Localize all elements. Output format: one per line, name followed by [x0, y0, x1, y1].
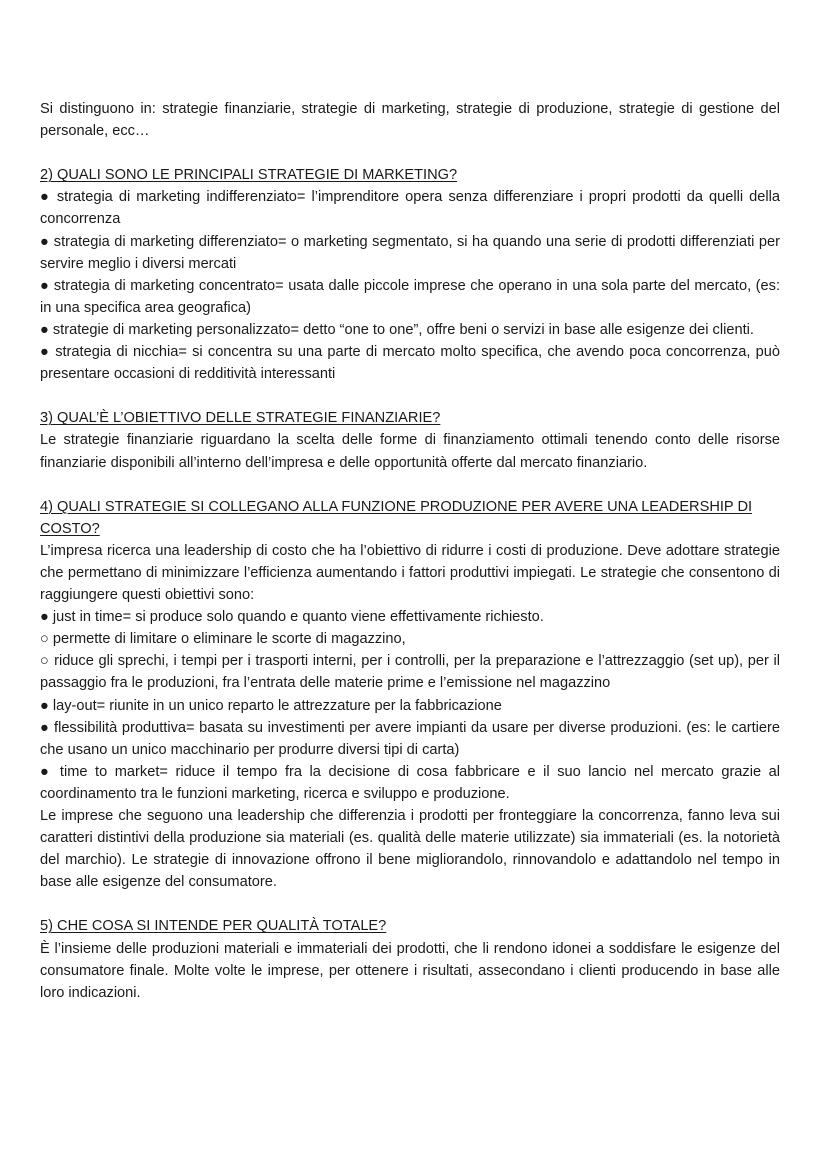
- list-item: ● flessibilità produttiva= basata su investimenti per avere impianti da usare per diverse produzioni. (es: le cartiere che usano un unico macchinario per produrre diversi tipi di carta): [40, 717, 780, 761]
- list-item: ● strategie di marketing personalizzato= detto “one to one”, offre beni o servizi in base alle esigenze dei clienti.: [40, 319, 780, 341]
- section-total-quality: [40, 915, 780, 1003]
- section-5-heading: 5) CHE COSA SI INTENDE PER QUALITÀ TOTALE?: [40, 918, 387, 935]
- section-financial-strategies: [40, 407, 780, 473]
- section-2-heading: 2) QUALI SONO LE PRINCIPALI STRATEGIE DI MARKETING?: [40, 167, 458, 184]
- section-4-closing: Le imprese che seguono una leadership che differenzia i prodotti per fronteggiare la concorrenza, fanno leva sui caratteri distintivi della produzione sia materiali (es. qualità delle materie utilizzate) sia immateriali (es. la notorietà del marchio). Le strategie di innovazione offrono il bene migliorandolo, rinnovandolo e adattandolo nel tempo in base alle esigenze del consumatore.: [40, 808, 780, 891]
- spacer: [40, 142, 780, 164]
- list-item: ○ permette di limitare o eliminare le scorte di magazzino,: [40, 628, 780, 650]
- section-marketing-strategies: [40, 164, 780, 385]
- document-page: [40, 98, 780, 1004]
- section-cost-leadership: [40, 496, 780, 894]
- list-item: ● strategia di marketing indifferenziato= l’imprenditore opera senza differenziare i propri prodotti da quelli della concorrenza: [40, 186, 780, 230]
- list-item: ● strategia di marketing concentrato= usata dalle piccole imprese che operano in una sola parte del mercato, (es: in una specifica area geografica): [40, 275, 780, 319]
- section-5-body: È l’insieme delle produzioni materiali e immateriali dei prodotti, che li rendono idonei a soddisfare le esigenze del consumatore finale. Molte volte le imprese, per ottenere i risultati, assecondano i clienti producendo in base alle loro indicazioni.: [40, 940, 780, 1001]
- spacer: [40, 385, 780, 407]
- section-3-body: Le strategie finanziarie riguardano la scelta delle forme di finanziamento ottimali tenendo conto delle risorse finanziarie disponibili all’interno dell’impresa e delle opportunità offerte dal mercato finanziario.: [40, 432, 780, 471]
- list-item: ● strategia di nicchia= si concentra su una parte di mercato molto specifica, che avendo poca concorrenza, può presentare occasioni di redditività interessanti: [40, 341, 780, 385]
- intro-paragraph: Si distinguono in: strategie finanziarie, strategie di marketing, strategie di produzione, strategie di gestione del personale, ecc…: [40, 101, 780, 140]
- list-item: ● just in time= si produce solo quando e quanto viene effettivamente richiesto.: [40, 606, 780, 628]
- list-item: ● strategia di marketing differenziato= o marketing segmentato, si ha quando una serie di prodotti differenziati per servire meglio i diversi mercati: [40, 231, 780, 275]
- spacer: [40, 474, 780, 496]
- section-4-heading: 4) QUALI STRATEGIE SI COLLEGANO ALLA FUNZIONE PRODUZIONE PER AVERE UNA LEADERSHIP DI COSTO?: [40, 498, 753, 537]
- spacer: [40, 893, 780, 915]
- list-item: ○ riduce gli sprechi, i tempi per i trasporti interni, per i controlli, per la preparazione e l’attrezzaggio (set up), per il passaggio fra le produzioni, fra l’entrata delle materie prime e l’emissione nel magazzino: [40, 650, 780, 694]
- section-4-body: L’impresa ricerca una leadership di costo che ha l’obiettivo di ridurre i costi di produzione. Deve adottare strategie che permettano di minimizzare l’efficienza aumentando i fattori produttivi impiegati. Le strategie che consentono di raggiungere questi obiettivi sono:: [40, 542, 780, 604]
- list-item: ● time to market= riduce il tempo fra la decisione di cosa fabbricare e il suo lancio nel mercato grazie al coordinamento tra le funzioni marketing, ricerca e sviluppo e produzione.: [40, 761, 780, 805]
- list-item: ● lay-out= riunite in un unico reparto le attrezzature per la fabbricazione: [40, 695, 780, 717]
- section-3-heading: 3) QUAL’È L’OBIETTIVO DELLE STRATEGIE FINANZIARIE?: [40, 410, 441, 427]
